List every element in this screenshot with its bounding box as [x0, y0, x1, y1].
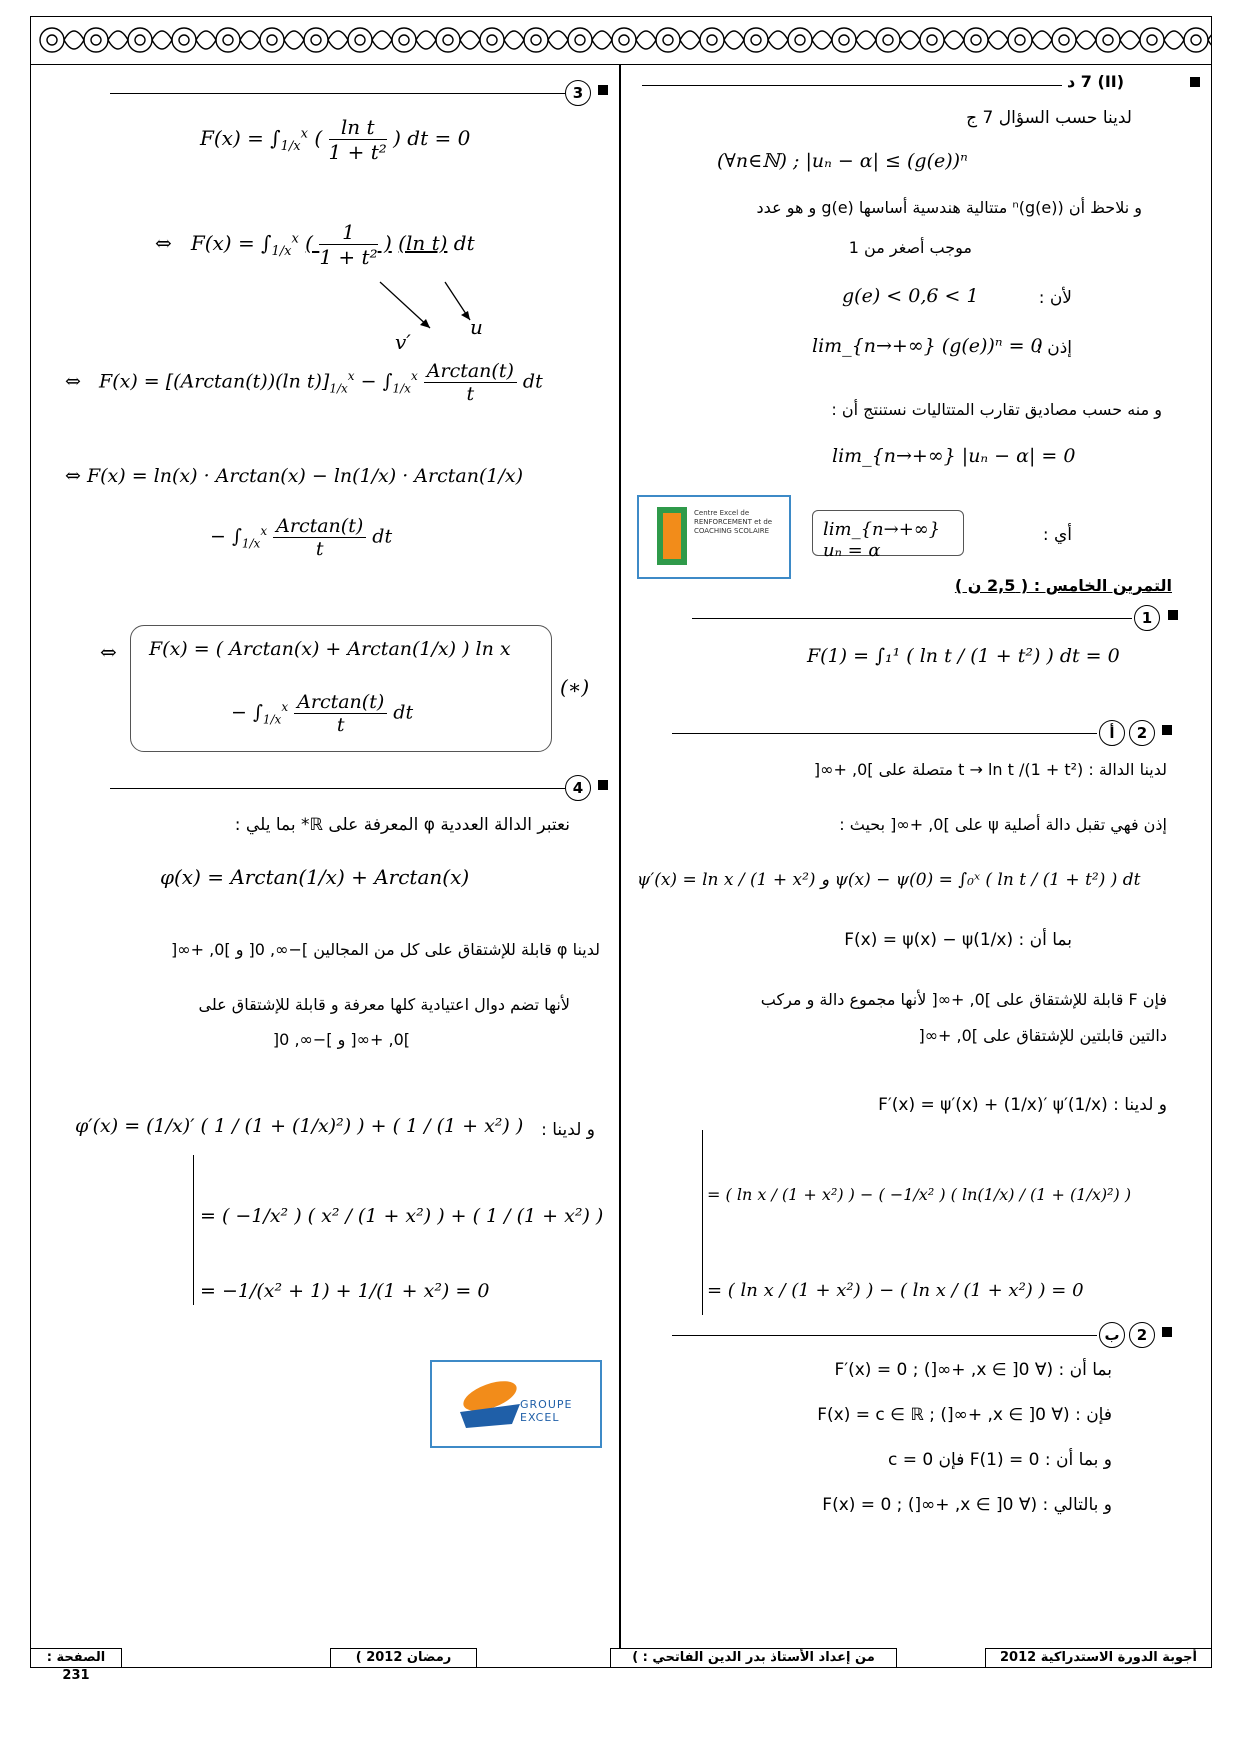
section-header-3: [110, 80, 610, 106]
page-number: الصفحة : 231: [30, 1648, 122, 1668]
derivative-line-2: = ( −1/x² ) ( x² / (1 + x²) ) + ( 1 / (1 + x²) ): [200, 1205, 604, 1227]
section-header-2a: [672, 720, 1202, 746]
equation: ψ′(x) = ln x / (1 + x²) و ψ(x) − ψ(0) = ∫₀ˣ ( ln t / (1 + t²) ) dt: [637, 870, 1141, 890]
exercise-title: التمرين الخامس : ( 2,5 ن ): [954, 576, 1172, 595]
alignment-bar: [702, 1130, 703, 1315]
text-line: لدينا الدالة : t → ln t /(1 + t²) متصلة على ]0, +∞[: [813, 760, 1167, 779]
question-number: 4: [565, 775, 591, 801]
section-header-1: [692, 605, 1202, 631]
derivative-line-1: و لدينا : F′(x) = ψ′(x) + (1/x)′ ψ′(1/x): [878, 1095, 1167, 1115]
inequality: (∀n∈ℕ) ; |uₙ − α| ≤ (g(e))ⁿ: [717, 150, 968, 172]
derivative-line-1: φ′(x) = (1/x)′ ( 1 / (1 + (1/x)²) ) + ( 1 / (1 + x²) ): [75, 1115, 524, 1137]
text-line: فإن : (∀ x ∈ ]0, +∞[) ; F(x) = c ∈ ℝ: [817, 1405, 1112, 1425]
text-line: نعتبر الدالة العددية φ المعرفة على ℝ* بما يلي :: [234, 815, 570, 835]
sub-letter: أ: [1099, 720, 1125, 746]
text-line: بما أن : (∀ x ∈ ]0, +∞[) ; F′(x) = 0: [834, 1360, 1112, 1380]
alignment-bar: [193, 1155, 194, 1305]
boxed-result: [130, 625, 552, 752]
text-line: بما أن : F(x) = ψ(x) − ψ(1/x): [844, 930, 1072, 950]
text-line: دالتين قابلتين للإشتقاق على ]0, +∞[: [918, 1026, 1167, 1045]
text-line: لأنها تضم دوال اعتيادية كلها معرفة و قابلة للإشتقاق على: [198, 995, 570, 1014]
equation-4a: ⇔ F(x) = ln(x) · Arctan(x) − ln(1/x) · Arctan(1/x): [65, 465, 523, 487]
text-line: و لدينا :: [541, 1120, 595, 1140]
equivalence-symbol: ⇔: [100, 640, 117, 664]
question-number: 2: [1129, 1322, 1155, 1348]
derivative-line-3: = −1/(x² + 1) + 1/(1 + x²) = 0: [200, 1280, 490, 1302]
document-title: أجوبة الدورة الاستدراكية 2012: [985, 1648, 1212, 1668]
section-header-2b: [672, 1322, 1202, 1348]
question-number: (II) 7 د: [1067, 72, 1125, 91]
limit: lim_{n→+∞} (g(e))ⁿ = 0: [812, 335, 1043, 357]
date-label: رمضان 2012 ): [330, 1648, 477, 1668]
column-divider: [619, 64, 621, 1648]
equation-4b: − $\int_{1/x}^x$ $\frac{\text{Arctan(t)}}{t}$ dt: [210, 515, 393, 560]
equation-3: ⇔ F(x) = [(Arctan(t))(ln $t)]_{1/x}^x - \int_{1/x}^x$ $\frac{\text{Arctan(t)}}{t}$ dt: [65, 360, 543, 405]
text-line: و نلاحظ أن (g(e))ⁿ متتالية هندسية أساسها g(e) و هو عدد: [756, 198, 1142, 217]
equation: F(1) = ∫₁¹ ( ln t / (1 + t²) ) dt = 0: [807, 645, 1120, 667]
question-number: 3: [565, 80, 591, 106]
limit: lim_{n→+∞} uₙ = α: [823, 519, 941, 561]
label-because: لأن :: [1038, 288, 1072, 308]
groupe-excel-logo: [430, 1360, 602, 1448]
equation-tag: (∗): [560, 675, 590, 699]
section-header-4: [110, 775, 610, 801]
derivative-line-2: = ( ln x / (1 + x²) ) − ( −1/x² ) ( ln(1/x) / (1 + (1/x)²) ): [707, 1185, 1132, 1204]
inequality: g(e) < 0,6 < 1: [842, 285, 979, 307]
text-line: إذن فهي تقبل دالة أصلية ψ على ]0, +∞[ بحيث :: [839, 815, 1167, 834]
boxed-result: [812, 510, 964, 561]
page-footer: [30, 1648, 1212, 1683]
text-line: ]0, +∞[ و ]−∞, 0[: [272, 1030, 410, 1049]
author-label: من إعداد الأستاذ بدر الدين الفاتحي : ): [610, 1648, 897, 1668]
equation-5b: − $\int_{1/x}^x$ $\frac{\text{Arctan(t)}}{t}$ dt: [231, 691, 414, 736]
text-line: و بما أن : F(1) = 0 فإن c = 0: [887, 1450, 1112, 1470]
v-prime-label: v′: [395, 330, 411, 354]
centre-excel-logo: [637, 495, 791, 579]
equation-2: ⇔ $F(x) = \int_{1/x}^x$ ( $\frac{1}{\text{1 + t²}}$ ) (ln t) dt: [155, 220, 475, 269]
logo-text: Centre Excel de RENFORCEMENT et de COACHING SCOLAIRE: [694, 509, 773, 535]
question-number: 2: [1129, 720, 1155, 746]
text-line: لدينا φ قابلة للإشتقاق على كل من المجالين ]−∞, 0[ و ]0, +∞[: [171, 940, 600, 959]
phi-definition: φ(x) = Arctan(1/x) + Arctan(x): [160, 865, 470, 889]
equation-1: $F(x) = \int_{1/x}^x$ ( $\frac{\text{ln t}}{\text{1 + t²}}$ ) dt = 0: [200, 115, 471, 164]
text-line: لدينا حسب السؤال 7 ج: [966, 108, 1132, 128]
text-line: و منه حسب مصاديق تقارب المتتاليات نستنتج أن :: [831, 400, 1162, 419]
derivative-line-3: = ( ln x / (1 + x²) ) − ( ln x / (1 + x²) ) = 0: [707, 1280, 1084, 1301]
question-number: 1: [1134, 605, 1160, 631]
label-ie: أي :: [1042, 525, 1072, 545]
logo-text: GROUPE EXCEL: [520, 1398, 573, 1424]
equation-5a: F(x) = ( Arctan(x) + Arctan(1/x) ) ln x: [149, 638, 511, 660]
text-line: فإن F قابلة للإشتقاق على ]0, +∞[ لأنها مجموع دالة و مركب: [760, 990, 1167, 1009]
sub-letter: ب: [1099, 1322, 1125, 1348]
text-line: موجب أصغر من 1: [848, 238, 972, 257]
label-so: إذن :: [1036, 338, 1072, 358]
text-line: و بالتالي : (∀ x ∈ ]0, +∞[) ; F(x) = 0: [822, 1495, 1112, 1515]
section-header-II-7d: [642, 72, 1192, 98]
limit: lim_{n→+∞} |uₙ − α| = 0: [832, 445, 1076, 467]
u-label: u: [470, 315, 483, 339]
